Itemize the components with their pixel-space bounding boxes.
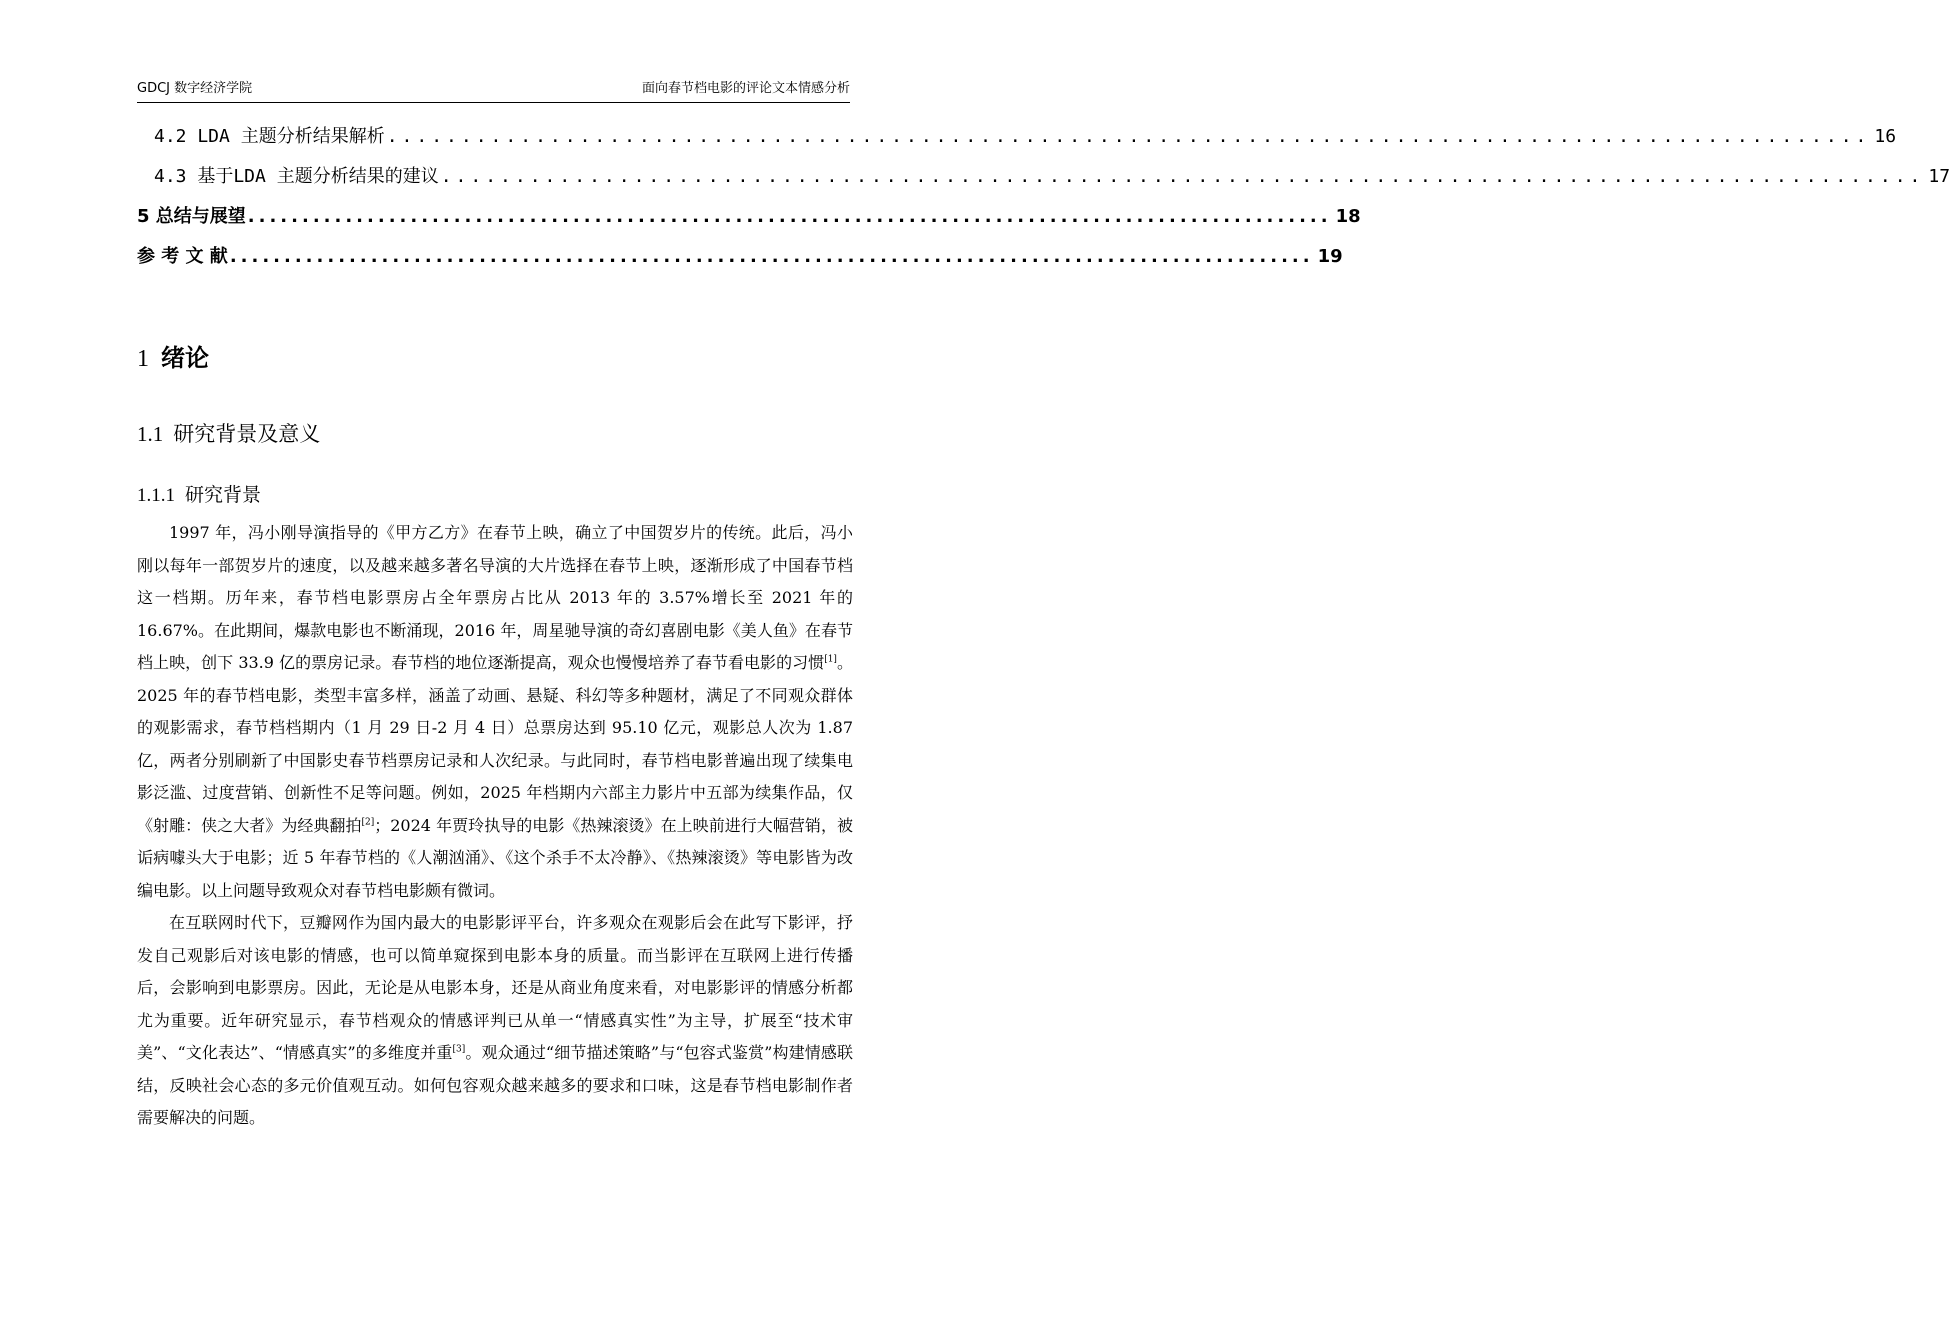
- section-heading: [137, 418, 320, 450]
- subsection-heading: [137, 480, 261, 511]
- section-number: 1.1: [137, 422, 164, 446]
- header-institution: GDCJ 数字经济学院: [137, 81, 253, 96]
- paragraph-2: [137, 907, 853, 1135]
- toc-entry-label: 5 总结与展望: [137, 206, 246, 227]
- paragraph-text: ；2024 年贾玲执导的电影《热辣滚烫》在上映前进行大幅营销，被诟病噱头大于电影；近 5 年春节档的《人潮汹涌》、《这个杀手不太冷静》、《热辣滚烫》等电影皆为改编电影。以上问题导致观众对春节档电影颇有微词。: [137, 815, 853, 900]
- toc-entry-page: 19: [1317, 246, 1343, 267]
- toc-entry-5[interactable]: [137, 197, 1361, 237]
- body-text: [137, 517, 853, 1135]
- toc-entry-4-3[interactable]: [137, 157, 1950, 197]
- toc-entry-page: 18: [1335, 206, 1361, 227]
- paragraph-text: 1997 年，冯小刚导演指导的《甲方乙方》在春节上映，确立了中国贺岁片的传统。此后，冯小刚以每年一部贺岁片的速度，以及越来越多著名导演的大片选择在春节上映，逐渐形成了中国春节档这一档期。历年来，春节档电影票房占全年票房占比从 2013 年的 3.57%增长至 2021 年的 16.67%。在此期间，爆款电影也不断涌现，2016 年，周星驰导演的奇幻喜剧电影《美人鱼》在春节档上映，创下 33.9 亿的票房记录。春节档的地位逐渐提高，观众也慢慢培养了春节看电影的习惯: [137, 523, 853, 672]
- toc-entry-page: 17: [1928, 166, 1950, 187]
- paragraph-1: [137, 517, 853, 907]
- page-header: [137, 78, 850, 100]
- toc-entry-label: 4.2 LDA 主题分析结果解析: [154, 126, 385, 147]
- subsection-number: 1.1.1: [137, 485, 175, 506]
- subsection-title: 研究背景: [185, 484, 262, 506]
- section-title: 研究背景及意义: [173, 422, 321, 446]
- citation-ref[interactable]: [1]: [824, 654, 837, 665]
- toc-leader-dots: ....................................................................................................: [440, 166, 1925, 187]
- toc-leader-dots: ....................................................................................................: [229, 246, 1314, 267]
- toc-entry-references[interactable]: [137, 237, 1343, 277]
- paragraph-text: 。观众通过“细节描述策略”与“包容式鉴赏”构建情感联结，反映社会心态的多元价值观互动。如何包容观众越来越多的要求和口味，这是春节档电影制作者需要解决的问题。: [137, 1043, 853, 1127]
- citation-ref[interactable]: [3]: [452, 1044, 466, 1055]
- toc-leader-dots: ....................................................................................................: [386, 126, 1871, 147]
- citation-ref[interactable]: [2]: [361, 817, 375, 828]
- chapter-number: 1: [137, 346, 149, 372]
- paragraph-text: 在互联网时代下，豆瓣网作为国内最大的电影影评平台，许多观众在观影后会在此写下影评，抒发自己观影后对该电影的情感，也可以简单窥探到电影本身的质量。而当影评在互联网上进行传播后，会影响到电影票房。因此，无论是从电影本身，还是从商业角度来看，对电影影评的情感分析都尤为重要。近年研究显示，春节档观众的情感评判已从单一“情感真实性”为主导，扩展至“技术审美”、“文化表达”、“情感真实”的多维度并重: [137, 913, 853, 1062]
- toc-entry-label: 4.3 基于LDA 主题分析结果的建议: [154, 166, 439, 187]
- toc-entry-4-2[interactable]: [137, 117, 1897, 157]
- chapter-title: 绪论: [161, 344, 209, 372]
- toc-entry-label: 参 考 文 献: [137, 246, 228, 267]
- table-of-contents: [137, 117, 1950, 277]
- toc-leader-dots: ....................................................................................................: [247, 206, 1332, 227]
- toc-entry-page: 16: [1874, 126, 1897, 147]
- header-rule: [137, 102, 850, 103]
- chapter-heading: [137, 340, 209, 377]
- header-thesis-title: 面向春节档电影的评论文本情感分析: [641, 81, 850, 96]
- paragraph-text: 。2025 年的春节档电影，类型丰富多样，涵盖了动画、悬疑、科幻等多种题材，满足了不同观众群体的观影需求，春节档档期内（1 月 29 日-2 月 4 日）总票房达到 95.10 亿元，观影总人次为 1.87 亿，两者分别刷新了中国影史春节档票房记录和人次纪录。与此同时，春节档电影普遍出现了续集电影泛滥、过度营销、创新性不足等问题。例如，2025 年档期内六部主力影片中五部为续集作品，仅《射雕：侠之大者》为经典翻拍: [137, 653, 853, 835]
